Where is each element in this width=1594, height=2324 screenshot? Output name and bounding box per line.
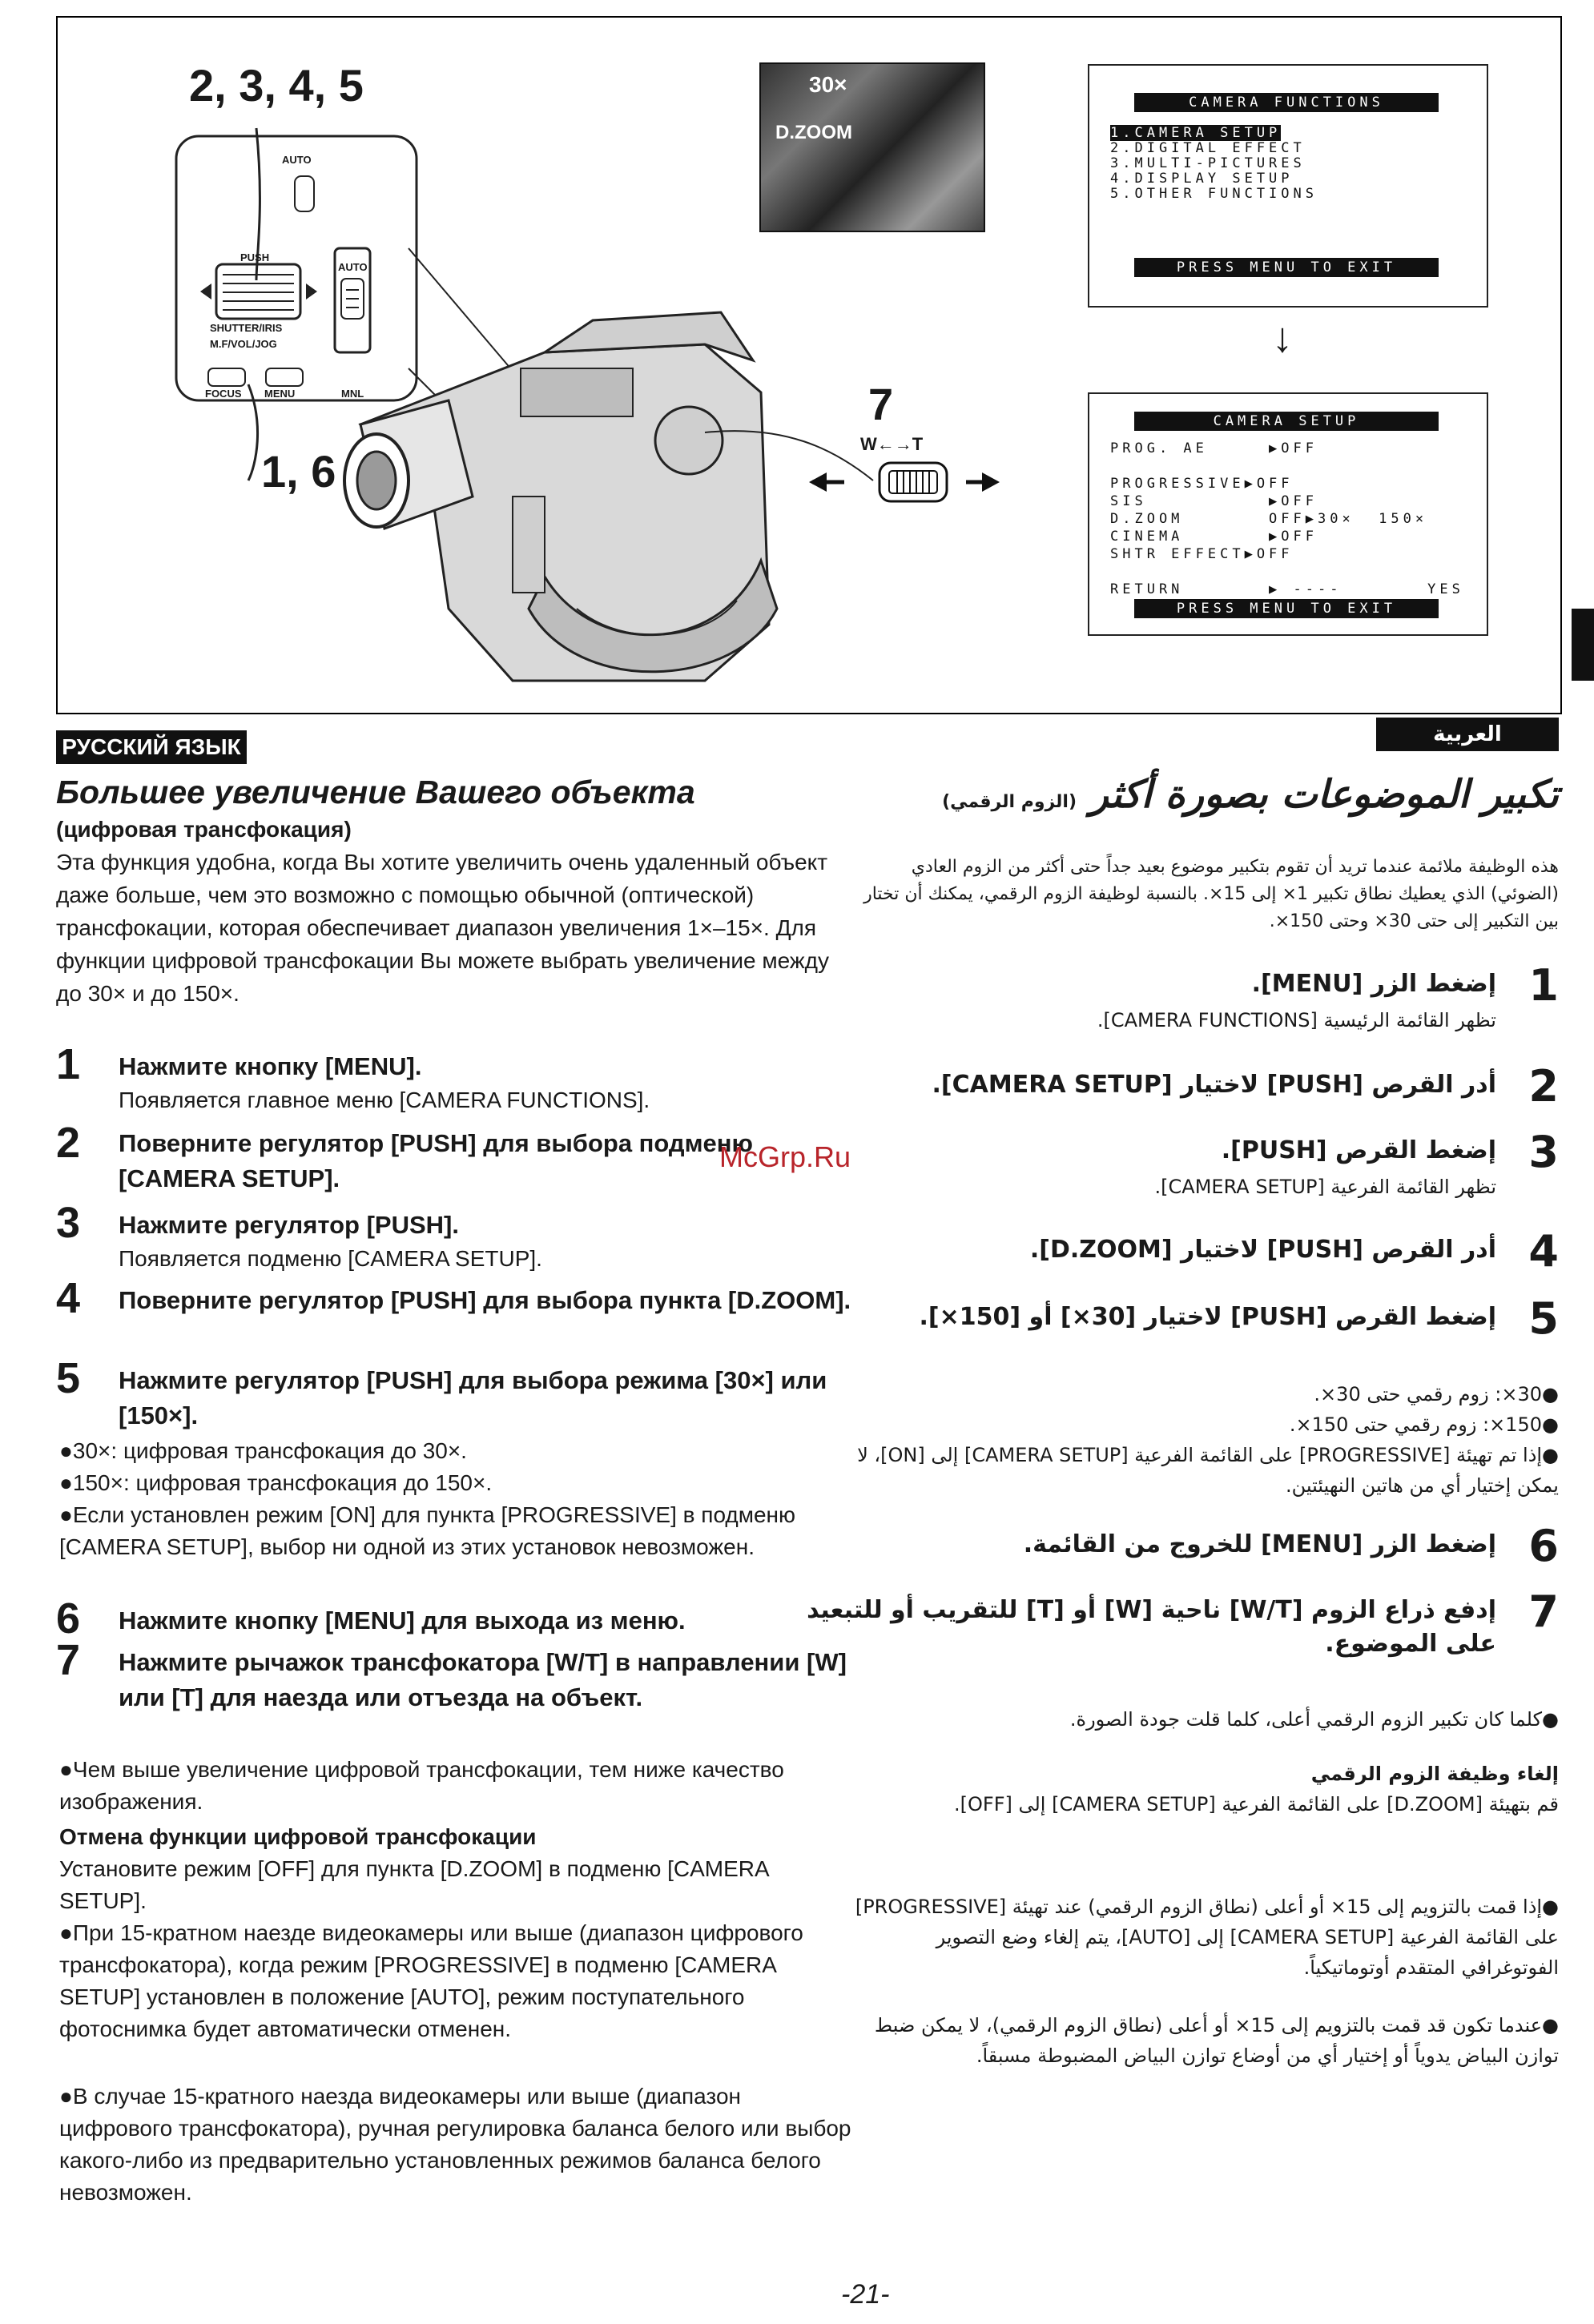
ar-cancel-text: قم بتهيئة [D.ZOOM] على القائمة الفرعية [CAMERA SETUP] إلى [OFF].	[954, 1793, 1559, 1815]
photo-zoom-value: 30×	[809, 72, 847, 97]
ru-step-number: 6	[56, 1594, 81, 1642]
arrow-down-icon: ↓	[1272, 315, 1293, 361]
ar-step-number: 7	[1528, 1586, 1559, 1637]
ar-step-note: تظهر القائمة الفرعية [CAMERA SETUP].	[1154, 1176, 1496, 1198]
ru-cancel-text: Установите режим [OFF] для пункта [D.ZOOM] в подменю [CAMERA SETUP].	[59, 1856, 769, 1913]
viewfinder-photo	[759, 62, 985, 232]
ar-language-badge: العربية	[1376, 718, 1559, 751]
ar-step-number: 1	[1528, 960, 1559, 1011]
ar-bullet: ●إذا قمت بالتزويم إلى 15× أو أعلى (نطاق الزوم الرقمي) عند تهيئة [PROGRESSIVE] على القائمة الفرعية [CAMERA SETUP] إلى [AUTO]، يتم إلغاء وضع التصوير الفوتوغرافي المتقدم أوتوماتيكياً.	[855, 1896, 1559, 1979]
label-push: PUSH	[240, 251, 270, 263]
label-mnl: MNL	[341, 388, 364, 400]
ar-bullet: ●30×: زوم رقمي حتى 30×.	[1314, 1383, 1559, 1405]
zoom-lever	[809, 453, 1001, 509]
ru-bullet: ●Чем выше увеличение цифровой трансфокации, тем ниже качество изображения.	[59, 1757, 784, 1814]
ar-bullet: ●150×: زوم رقمي حتى 150×.	[1289, 1413, 1559, 1436]
ar-step-text: أدر القرص [PUSH] لاختيار [D.ZOOM].	[1029, 1236, 1496, 1264]
ru-bullet: ●150×: цифровая трансфокация до 150×.	[59, 1470, 493, 1495]
page-number: -21-	[841, 2279, 890, 2310]
ar-title	[942, 772, 1559, 817]
label-shutter: SHUTTER/IRIS	[210, 322, 283, 334]
ar-step-text: إضغط الزر [MENU] للخروج من القائمة.	[1023, 1530, 1496, 1558]
ru-step-text: Нажмите регулятор [PUSH] для выбора режима [30×] или [150×].	[119, 1366, 827, 1429]
menu2-item: PROGRESSIVE▶OFF	[1110, 476, 1294, 492]
menu2-item: SHTR EFFECT▶OFF	[1110, 546, 1294, 562]
menu1-item: 1.CAMERA SETUP	[1110, 125, 1282, 141]
label-focus: FOCUS	[205, 388, 242, 400]
ar-step-text: أدر القرص [PUSH] لاختيار [CAMERA SETUP].	[932, 1071, 1496, 1099]
menu2-footer: PRESS MENU TO EXIT	[1134, 599, 1439, 618]
ru-bullet: ●Если установлен режим [ON] для пункта [PROGRESSIVE] в подменю [CAMERA SETUP], выбор ни одной из этих установок невозможен.	[59, 1502, 796, 1559]
ru-subtitle: (цифровая трансфокация)	[56, 817, 352, 842]
menu-screen-camera-functions	[1088, 64, 1488, 308]
ar-title-main: تكبير الموضوعات بصورة أكثر	[1089, 772, 1559, 817]
ru-title: Большее увеличение Вашего объекта	[56, 774, 695, 810]
focus-button	[208, 368, 245, 386]
ar-cancel-heading: إلغاء وظيفة الزوم الرقمي	[1310, 1763, 1559, 1785]
ar-intro: هذه الوظيفة ملائمة عندما تريد أن تقوم بتكبير موضوع بعيد جداً حتى أكثر من الزوم العادي (الضوئي) الذي يعطيك نطاق تكبير 1× إلى 15×. بالنسبة لوظيفة الزوم الرقمي، يمكنك أن تختار بين التكبير إلى حتى 30× وحتى 150×.	[863, 857, 1559, 931]
menu1-item: 4.DISPLAY SETUP	[1110, 171, 1294, 187]
label-mfvol: M.F/VOL/JOG	[210, 338, 277, 350]
step-label-left: 1, 6	[261, 446, 336, 497]
ar-step-text: إضغط القرص [PUSH] لاختيار [30×] أو [150×].	[919, 1303, 1496, 1331]
menu2-item: CINEMA ▶OFF	[1110, 529, 1318, 545]
label-menu: MENU	[264, 388, 296, 400]
ru-step-text: Поверните регулятор [PUSH] для выбора пункта [D.ZOOM].	[119, 1286, 851, 1314]
page-edge-tab	[1572, 609, 1594, 681]
ar-step-number: 5	[1528, 1293, 1559, 1344]
menu1-item: 2.DIGITAL EFFECT	[1110, 140, 1306, 156]
ru-step-note: Появляется подменю [CAMERA SETUP].	[119, 1246, 542, 1271]
ru-step-text: Нажмите регулятор [PUSH].	[119, 1211, 459, 1239]
ru-step-text: Нажмите кнопку [MENU].	[119, 1052, 422, 1080]
ru-step-number: 1	[56, 1040, 81, 1088]
menu2-item: RETURN ▶ ---- YES	[1110, 581, 1464, 597]
ar-step-note: تظهر القائمة الرئيسية [CAMERA FUNCTIONS].	[1097, 1009, 1496, 1031]
label-auto-side: AUTO	[338, 261, 368, 273]
ar-step-number: 3	[1528, 1127, 1559, 1177]
menu1-item: 3.MULTI-PICTURES	[1110, 155, 1306, 171]
label-auto-top: AUTO	[282, 154, 312, 166]
ru-step-text: Поверните регулятор [PUSH] для выбора подменю [CAMERA SETUP].	[119, 1129, 753, 1192]
ru-step-number: 3	[56, 1199, 81, 1247]
menu1-header: CAMERA FUNCTIONS	[1134, 93, 1439, 112]
step-label-right: 7	[868, 379, 894, 429]
photo-dzoom: D.ZOOM	[775, 122, 852, 143]
ar-step-number: 2	[1528, 1061, 1559, 1112]
menu2-header: CAMERA SETUP	[1134, 412, 1439, 431]
step-label-top: 2, 3, 4, 5	[189, 60, 364, 111]
ru-intro: Эта функция удобна, когда Вы хотите увеличить очень удаленный объект даже больше, чем это возможно с помощью обычной (оптической) трансфокации, которая обеспечивает диапазон увеличения 1×–15×. Для функции цифровой трансфокации Вы можете выбрать увеличение между до 30× и до 150×.	[56, 850, 829, 1006]
ar-step-number: 6	[1528, 1521, 1559, 1571]
ru-step-number: 4	[56, 1274, 81, 1322]
menu2-item: PROG. AE ▶OFF	[1110, 440, 1318, 456]
ru-step-text: Нажмите рычажок трансфокатора [W/T] в направлении [W] или [T] для наезда или отъезда на объект.	[119, 1648, 847, 1711]
ru-language-badge: РУССКИЙ ЯЗЫК	[56, 730, 247, 764]
ru-cancel-heading: Отмена функции цифровой трансфокации	[59, 1824, 537, 1849]
ar-step-text: إضغط الزر [MENU].	[1251, 970, 1496, 998]
menu1-item: 5.OTHER FUNCTIONS	[1110, 186, 1318, 202]
ar-bullet: ●إذا تم تهيئة [PROGRESSIVE] على القائمة الفرعية [CAMERA SETUP] إلى [ON]، لا يمكن إختيار أي من هاتين النهيئتين.	[857, 1444, 1559, 1497]
menu2-item: SIS ▶OFF	[1110, 493, 1318, 509]
ru-bullet: ●30×: цифровая трансфокация до 30×.	[59, 1438, 467, 1463]
ru-step-note: Появляется главное меню [CAMERA FUNCTIONS].	[119, 1088, 650, 1112]
ru-step-number: 7	[56, 1636, 81, 1684]
ru-step-number: 2	[56, 1119, 81, 1167]
ru-step-number: 5	[56, 1354, 81, 1402]
zoom-lever-label: W←→T	[860, 434, 924, 454]
ar-step-number: 4	[1528, 1226, 1559, 1277]
watermark: McGrp.Ru	[719, 1140, 851, 1173]
ru-bullet: ●При 15-кратном наезде видеокамеры или выше (диапазон цифрового трансфокатора), когда режим [PROGRESSIVE] в подменю [CAMERA SETUP] установлен в положение [AUTO], режим поступательного фотоснимка будет автоматически отменен.	[59, 1920, 803, 2041]
menu1-footer: PRESS MENU TO EXIT	[1134, 258, 1439, 277]
ar-step-text: إضغط القرص [PUSH].	[1221, 1136, 1496, 1164]
ru-step-text: Нажмите кнопку [MENU] для выхода из меню.	[119, 1606, 686, 1634]
ar-title-small: (الزوم الرقمي)	[942, 792, 1077, 812]
ar-bullet: ●كلما كان تكبير الزوم الرقمي أعلى، كلما قلت جودة الصورة.	[1069, 1708, 1559, 1731]
ar-bullet: ●عندما تكون قد قمت بالتزويم إلى 15× أو أعلى (نطاق الزوم الرقمي)، لا يمكن ضبط توازن البياض يدوياً أو إختيار أي من أوضاع توازن البياض المضبوطة مسبقاً.	[874, 2014, 1559, 2067]
menu-button	[266, 368, 303, 386]
ar-step-text: إدفع ذراع الزوم [W/T] ناحية [W] أو [T] للتقريب أو للتبعيد على الموضوع.	[807, 1596, 1496, 1658]
ru-bullet: ●В случае 15-кратного наезда видеокамеры или выше (диапазон цифрового трансфокатора), ручная регулировка баланса белого или выбор какого-либо из предварительно установленных режимов баланса белого невозможен.	[59, 2084, 851, 2205]
menu2-item: D.ZOOM OFF▶30× 150×	[1110, 511, 1428, 527]
menu-screen-camera-setup	[1088, 392, 1488, 636]
